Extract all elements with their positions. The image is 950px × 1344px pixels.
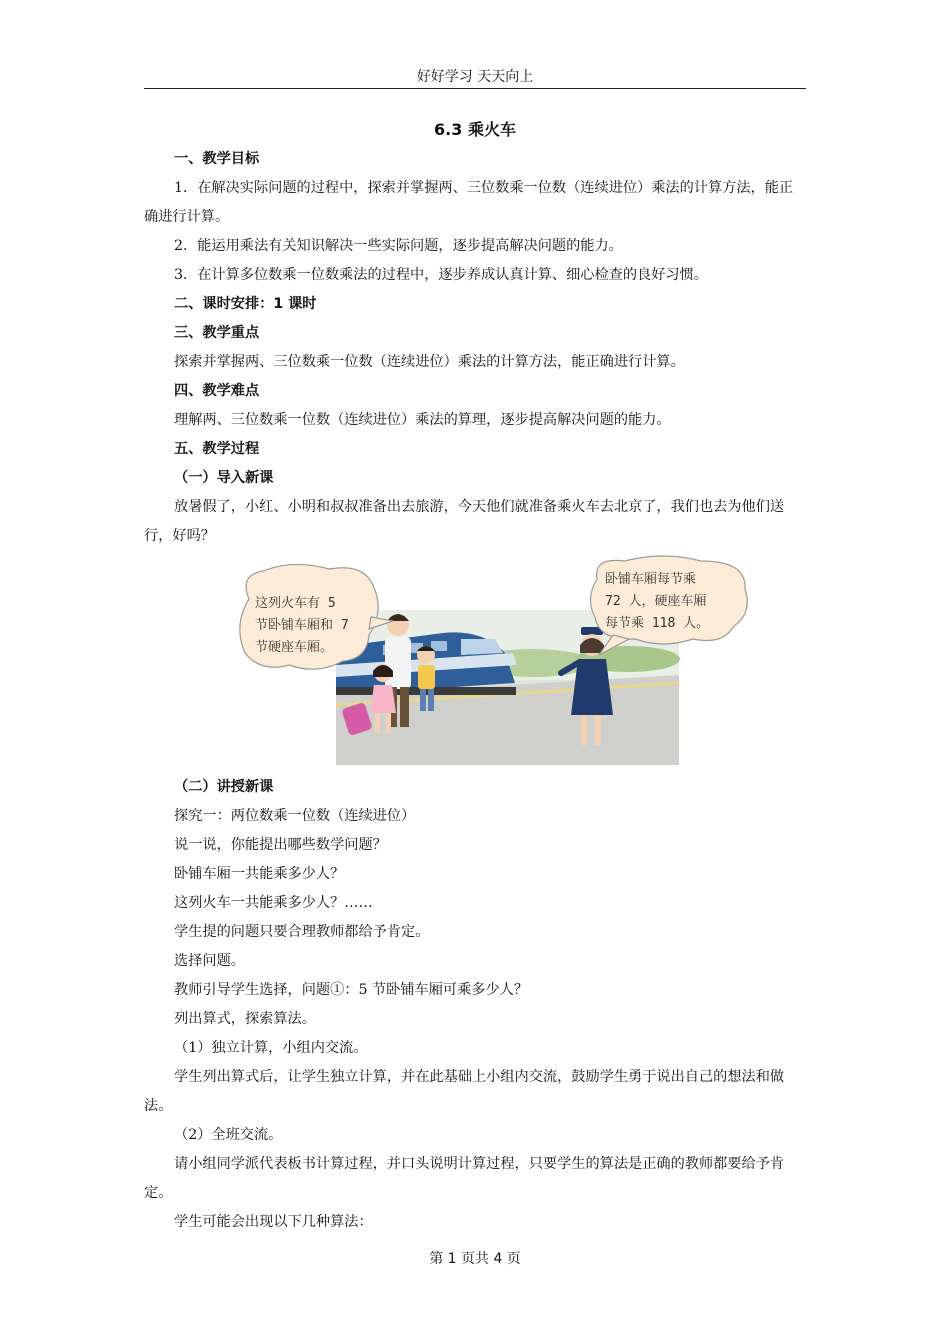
- train-station-illustration: [233, 555, 753, 767]
- left-bubble-line: 节卧铺车厢和 7: [255, 618, 349, 633]
- section-heading-process: 五、教学过程: [174, 441, 260, 457]
- section-heading-difficulties: 四、教学难点: [174, 383, 260, 399]
- teaching-line: 请小组同学派代表板书计算过程，并口头说明计算过程，只要学生的算法是正确的教师都要给予肯定。: [144, 1156, 785, 1201]
- document-body: [144, 145, 806, 551]
- section-heading-key-points: 三、教学重点: [174, 325, 260, 341]
- teaching-line: 这列火车一共能乘多少人？……: [174, 895, 373, 911]
- teaching-line: 学生列出算式后，让学生独立计算，并在此基础上小组内交流，鼓励学生勇于说出自己的想法和做法。: [144, 1069, 785, 1114]
- teaching-line: 选择问题。: [174, 953, 245, 969]
- page-footer: 第 1 页共 4 页: [429, 1251, 521, 1267]
- teaching-line: 学生提的问题只要合理教师都给予肯定。: [174, 924, 430, 940]
- objective-item: 1．在解决实际问题的过程中，探索并掌握两、三位数乘一位数（连续进位）乘法的计算方法，能正确进行计算。: [144, 180, 794, 225]
- subsection-heading-intro: （一）导入新课: [174, 470, 274, 486]
- left-bubble-line: 节硬座车厢。: [255, 640, 334, 655]
- teaching-line: 说一说，你能提出哪些数学问题？: [174, 837, 387, 853]
- teaching-line: （2）全班交流。: [174, 1127, 283, 1143]
- header-rule: [144, 88, 806, 89]
- left-bubble-line: 这列火车有 5: [255, 596, 336, 611]
- teaching-line: 教师引导学生选择，问题①：5 节卧铺车厢可乘多少人？: [174, 982, 529, 998]
- teaching-line: 卧铺车厢一共能乘多少人？: [174, 866, 345, 882]
- objective-item: 3．在计算多位数乘一位数乘法的过程中，逐步养成认真计算、细心检查的良好习惯。: [174, 267, 708, 283]
- key-points-text: 探索并掌握两、三位数乘一位数（连续进位）乘法的计算方法，能正确进行计算。: [174, 354, 685, 370]
- right-bubble-line: 72 人，硬座车厢: [605, 594, 707, 609]
- right-speech-bubble: [590, 556, 747, 655]
- document-body-continued: [144, 773, 806, 1237]
- teaching-line: 列出算式，探索算法。: [174, 1011, 316, 1027]
- objective-item: 2．能运用乘法有关知识解决一些实际问题，逐步提高解决问题的能力。: [174, 238, 623, 254]
- right-bubble-line: 每节乘 118 人。: [605, 616, 710, 631]
- subsection-heading-teaching: （二）讲授新课: [174, 779, 274, 795]
- document-title: 6.3 乘火车: [434, 120, 516, 139]
- right-bubble-line: 卧铺车厢每节乘: [605, 572, 697, 587]
- teaching-line: （1）独立计算，小组内交流。: [174, 1040, 368, 1056]
- page-header: 好好学习 天天向上: [416, 69, 534, 85]
- section-heading-schedule: 二、课时安排：1 课时: [174, 296, 317, 312]
- section-heading-objectives: 一、教学目标: [174, 151, 260, 167]
- teaching-line: 探究一：两位数乘一位数（连续进位）: [174, 808, 416, 824]
- difficulties-text: 理解两、三位数乘一位数（连续进位）乘法的算理，逐步提高解决问题的能力。: [174, 412, 671, 428]
- intro-text: 放暑假了，小红、小明和叔叔准备出去旅游，今天他们就准备乘火车去北京了，我们也去为他们送行，好吗？: [144, 499, 785, 544]
- teaching-line: 学生可能会出现以下几种算法：: [174, 1214, 373, 1230]
